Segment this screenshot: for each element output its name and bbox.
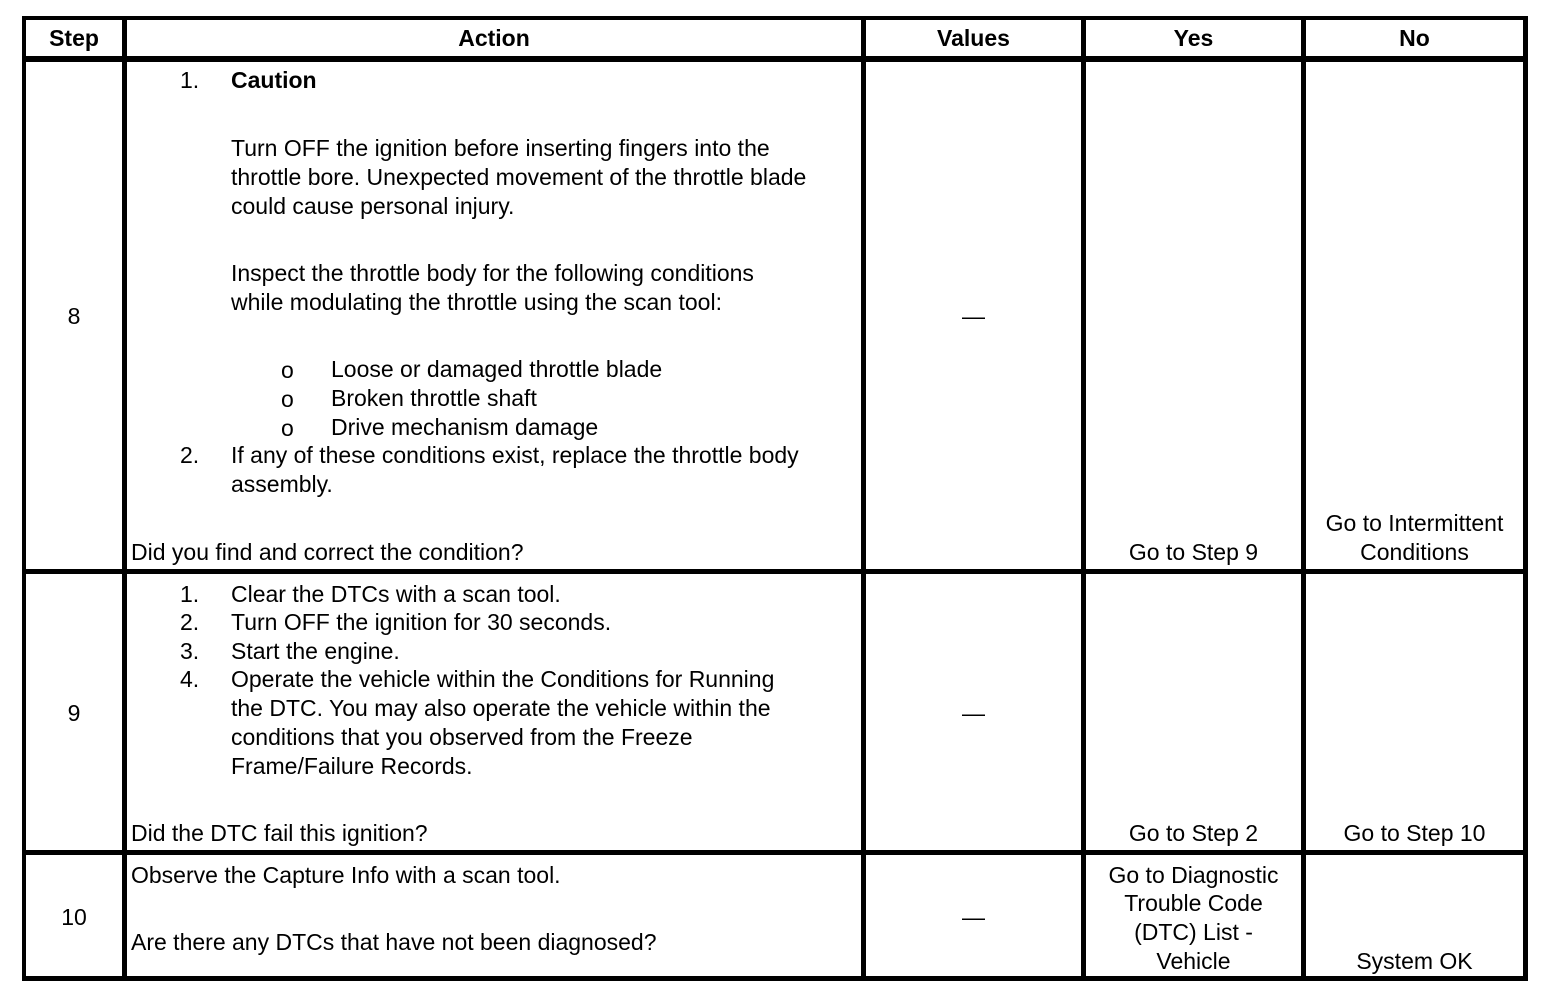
question-text: Did you find and correct the condition? <box>131 539 524 565</box>
step-number: 9 <box>67 700 81 726</box>
caution-text-line: could cause personal injury. <box>231 193 515 219</box>
action-text-line: Frame/Failure Records. <box>231 753 473 779</box>
yes-cell-line: Vehicle <box>1156 948 1231 974</box>
no-cell: Go to Step 10 <box>1343 820 1486 846</box>
action-text-line: the DTC. You may also operate the vehicle within the <box>231 695 771 721</box>
list-number: 1. <box>180 67 200 93</box>
list-number: 2. <box>180 442 200 468</box>
action-text-line: Operate the vehicle within the Conditions for Running <box>231 666 775 692</box>
values-cell: — <box>962 904 985 930</box>
yes-cell: Go to Step 9 <box>1128 539 1259 565</box>
caution-text-line: throttle bore. Unexpected movement of the throttle blade <box>231 164 807 190</box>
header-no: No <box>1399 25 1430 51</box>
action-text-line: Observe the Capture Info with a scan tool. <box>131 862 561 888</box>
bullet-marker: o <box>281 357 294 383</box>
values-cell: — <box>962 303 985 329</box>
list-number: 2. <box>180 609 200 635</box>
yes-cell: Go to Step 2 <box>1128 820 1259 846</box>
header-yes: Yes <box>1173 25 1214 51</box>
bullet-item: Loose or damaged throttle blade <box>331 356 663 382</box>
action-text-line: Clear the DTCs with a scan tool. <box>231 581 561 607</box>
no-cell: System OK <box>1356 948 1473 974</box>
bullet-item: Broken throttle shaft <box>331 385 537 411</box>
header-step: Step <box>49 25 99 51</box>
step-number: 10 <box>61 904 87 930</box>
question-text: Did the DTC fail this ignition? <box>131 820 428 846</box>
yes-cell-line: Go to Diagnostic <box>1108 862 1279 888</box>
table-border-left <box>22 16 26 981</box>
column-divider <box>861 16 866 981</box>
column-divider <box>122 16 127 981</box>
list-number: 3. <box>180 638 200 664</box>
bullet-marker: o <box>281 386 294 412</box>
bullet-marker: o <box>281 415 294 441</box>
caution-text-line: Turn OFF the ignition before inserting fingers into the <box>231 135 770 161</box>
inspect-text-line: Inspect the throttle body for the following conditions <box>231 260 754 286</box>
inspect-text-line: while modulating the throttle using the scan tool: <box>231 289 722 315</box>
values-cell: — <box>962 700 985 726</box>
no-cell-line: Go to Intermittent <box>1325 510 1504 536</box>
list-number: 1. <box>180 581 200 607</box>
table-border-right <box>1523 16 1528 981</box>
question-text: Are there any DTCs that have not been diagnosed? <box>131 929 657 955</box>
no-cell-line: Conditions <box>1360 539 1469 565</box>
header-values: Values <box>937 25 1010 51</box>
action-text-line: conditions that you observed from the Freeze <box>231 724 693 750</box>
action-text-line: Start the engine. <box>231 638 400 664</box>
action-text-line: assembly. <box>231 471 333 497</box>
action-text-line: Turn OFF the ignition for 30 seconds. <box>231 609 612 635</box>
caution-heading: Caution <box>231 67 317 93</box>
yes-cell-line: Trouble Code <box>1124 890 1263 916</box>
step-number: 8 <box>67 303 81 329</box>
list-number: 4. <box>180 666 200 692</box>
action-text-line: If any of these conditions exist, replace the throttle body <box>231 442 799 468</box>
yes-cell-line: (DTC) List - <box>1134 919 1253 945</box>
header-action: Action <box>458 25 530 51</box>
bullet-item: Drive mechanism damage <box>331 414 599 440</box>
